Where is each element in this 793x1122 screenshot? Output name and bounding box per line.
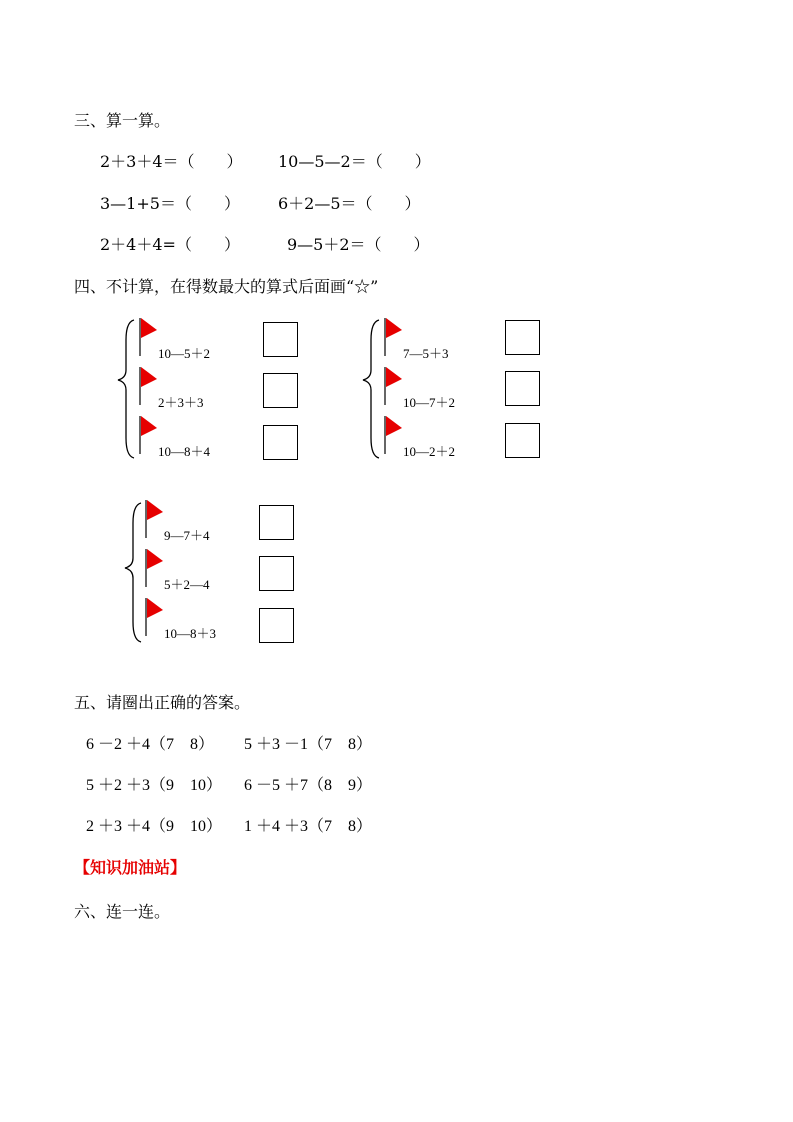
flag-icon — [140, 416, 157, 454]
calc-2-right: 6＋2—5＝（ ） — [278, 194, 421, 213]
brace-group-3 — [125, 503, 141, 642]
choice-expression: 5 ＋3 －1（7 8） — [244, 736, 373, 753]
calc-3-left: 2＋4＋4=（ ） — [100, 235, 240, 254]
flag-icon — [146, 598, 163, 636]
choice-expression: 2 ＋3 ＋4（9 10） — [86, 818, 223, 835]
flag-expression: 7—5＋3 — [403, 346, 449, 361]
answer-box[interactable] — [505, 320, 540, 355]
knowledge-station-label: 【知识加油站】 — [74, 858, 187, 877]
section6-heading: 六、连一连。 — [74, 902, 171, 921]
flag-icon — [146, 500, 163, 538]
flag-icon — [140, 367, 157, 405]
answer-box[interactable] — [505, 371, 540, 406]
answer-box[interactable] — [259, 556, 294, 591]
brace-group-2 — [363, 320, 379, 458]
answer-box[interactable] — [259, 505, 294, 540]
calc-1-left: 2＋3＋4＝（ ） — [100, 152, 243, 171]
flag-expression: 10—8＋3 — [164, 626, 217, 641]
flag-icon — [140, 318, 157, 356]
flag-icon — [385, 367, 402, 405]
answer-box[interactable] — [259, 608, 294, 643]
flag-expression: 5＋2—4 — [164, 577, 210, 592]
answer-box[interactable] — [505, 423, 540, 458]
flag-expression: 10—5＋2 — [158, 346, 211, 361]
section3-heading: 三、算一算。 — [74, 111, 171, 130]
calc-1-right: 10—5—2＝（ ） — [278, 152, 431, 171]
brace-group-1 — [118, 320, 134, 458]
flag-expression: 10—2＋2 — [403, 444, 456, 459]
flag-expression: 2＋3＋3 — [158, 395, 204, 410]
calc-2-left: 3—1+5＝（ ） — [100, 194, 240, 213]
answer-box[interactable] — [263, 322, 298, 357]
flag-expression: 9—7＋4 — [164, 528, 210, 543]
choice-expression: 5 ＋2 ＋3（9 10） — [86, 777, 223, 794]
choice-expression: 6 －5 ＋7（8 9） — [244, 777, 373, 794]
flag-expression: 10—7＋2 — [403, 395, 456, 410]
choice-expression: 1 ＋4 ＋3（7 8） — [244, 818, 373, 835]
flag-icon — [385, 318, 402, 356]
flag-icon — [385, 416, 402, 454]
answer-box[interactable] — [263, 425, 298, 460]
section5-heading: 五、请圈出正确的答案。 — [74, 693, 251, 712]
flag-expression: 10—8＋4 — [158, 444, 211, 459]
choice-expression: 6 －2 ＋4（7 8） — [86, 736, 215, 753]
answer-box[interactable] — [263, 373, 298, 408]
section4-heading: 四、不计算，在得数最大的算式后面画“☆” — [74, 277, 379, 296]
calc-3-right: 9—5＋2＝（ ） — [287, 235, 430, 254]
flag-icon — [146, 549, 163, 587]
